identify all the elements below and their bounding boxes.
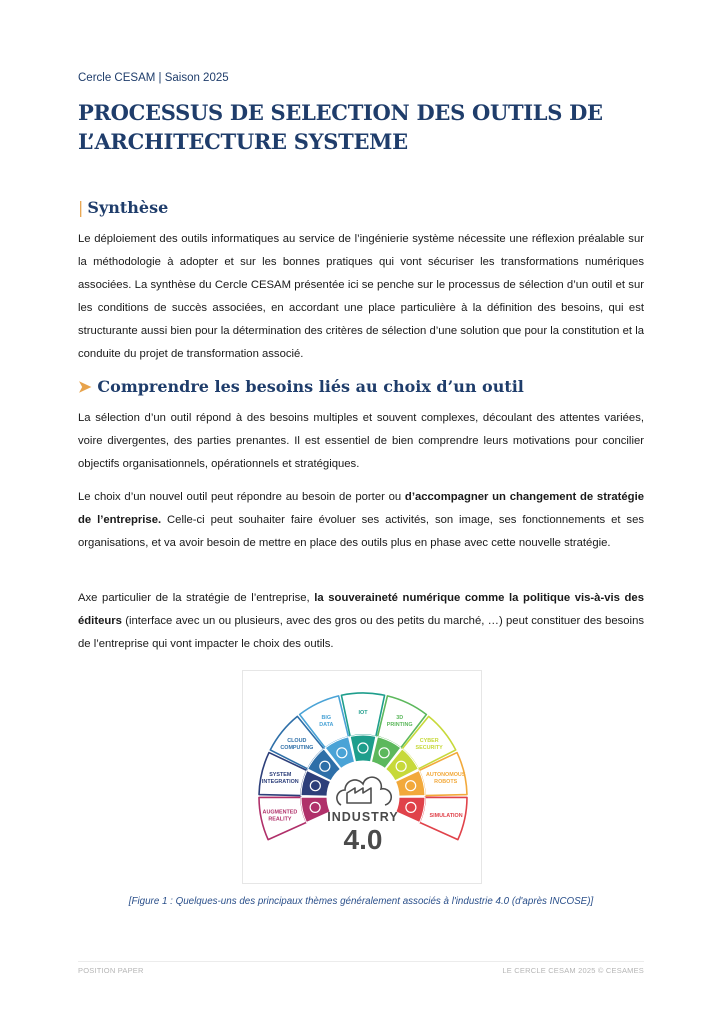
synthese-heading-text: Synthèse [87, 198, 169, 217]
segment-label: IOT [358, 710, 368, 716]
heading-bar-icon: | [78, 198, 84, 217]
document-title [78, 98, 658, 156]
segment-label: 3D [396, 714, 404, 721]
arrow-bullet-icon: ➤ [78, 377, 92, 396]
segment-label: PRINTING [386, 721, 413, 728]
factory-icon [347, 788, 371, 803]
section-heading-synthese [78, 198, 168, 217]
segment-label: COMPUTING [280, 745, 314, 752]
industry-number: 4.0 [343, 824, 383, 855]
title-line-1: PROCESSUS DE SELECTION DES OUTILS DE [78, 100, 603, 125]
p3-text-bold: la souveraineté numérique comme la politique vis-à-vis des éditeurs [78, 592, 644, 627]
segment-label: AUGMENTED [262, 809, 298, 816]
footer-right-text: LE CERCLE CESAM 2025 © CESAMES [502, 966, 644, 975]
wheel-inner-segment [396, 797, 425, 822]
segment-label: INTEGRATION [261, 778, 299, 785]
segment-label: DATA [319, 721, 334, 728]
figure-caption: [Figure 1 : Quelques-uns des principaux thèmes généralement associés à l'industrie 4.0 (d'après INCOSE)] [128, 896, 594, 907]
industry-4-figure [242, 670, 482, 884]
besoins-heading-text: Comprendre les besoins liés au choix d’un outil [97, 377, 524, 396]
footer-divider [78, 961, 644, 962]
p2-text-a: Le choix d’un nouvel outil peut répondre au besoin de porter ou [78, 491, 405, 503]
wheel-inner-segment [301, 797, 330, 822]
p2-text-bold: d’accompagner un changement de stratégie de l’entreprise. [78, 491, 644, 526]
industry-word: INDUSTRY [327, 810, 399, 824]
segment-label: CYBER [419, 738, 439, 745]
p2-text-b: Celle-ci peut souhaiter faire évoluer ses activités, son image, ses fonctionnements et ses organisations, et va avoir besoin de mettre en place des outils plus en phase avec cette nouvelle stratégie. [78, 514, 644, 549]
p3-text-b: (interface avec un ou plusieurs, avec des gros ou des petits du marché, …) peut constituer des besoins de l’entreprise qui vont impacter le choix des outils. [78, 615, 644, 650]
segment-label: SYSTEM [269, 771, 292, 778]
industry-wheel-graphic [243, 671, 483, 885]
synthese-paragraph: Le déploiement des outils informatiques au service de l’ingénierie système nécessite une réflexion préalable sur la méthodologie à adopter et sur les bonnes pratiques qui vont sécuriser les transformations numériques associées. La synthèse du Cercle CESAM présentée ici se penche sur le processus de sélection d’un outil et sur les conditions de succès associées, en accordant une place particulière à la définition des besoins, qui est structurante aussi bien pour la détermination des critères de sélection d’une solution que pour la constitution et la conduite du projet de transformation associé. [78, 233, 644, 360]
besoins-paragraph-3 [78, 587, 644, 656]
besoins-paragraph-1: La sélection d’un outil répond à des besoins multiples et souvent complexes, découlant des attentes variées, voire divergentes, des parties prenantes. Il est essentiel de bien comprendre leurs motivations pour concilier objectifs organisationnels, opérationnels et stratégiques. [78, 412, 644, 470]
section-heading-besoins [78, 377, 524, 396]
footer-left-text: POSITION PAPER [78, 966, 144, 975]
segment-label: REALITY [268, 816, 292, 823]
besoins-paragraph-2 [78, 486, 644, 555]
segment-label: SECURITY [415, 745, 443, 752]
segment-label: BIG [321, 714, 332, 721]
segment-label: SIMULATION [429, 812, 463, 819]
title-line-2: L’ARCHITECTURE SYSTEME [78, 129, 408, 154]
segment-label: ROBOTS [434, 778, 458, 785]
p3-text-a: Axe particulier de la stratégie de l’entreprise, [78, 592, 315, 604]
running-header: Cercle CESAM | Saison 2025 [78, 72, 229, 84]
segment-label: CLOUD [287, 738, 307, 745]
segment-label: AUTONOMOUS [425, 771, 466, 778]
